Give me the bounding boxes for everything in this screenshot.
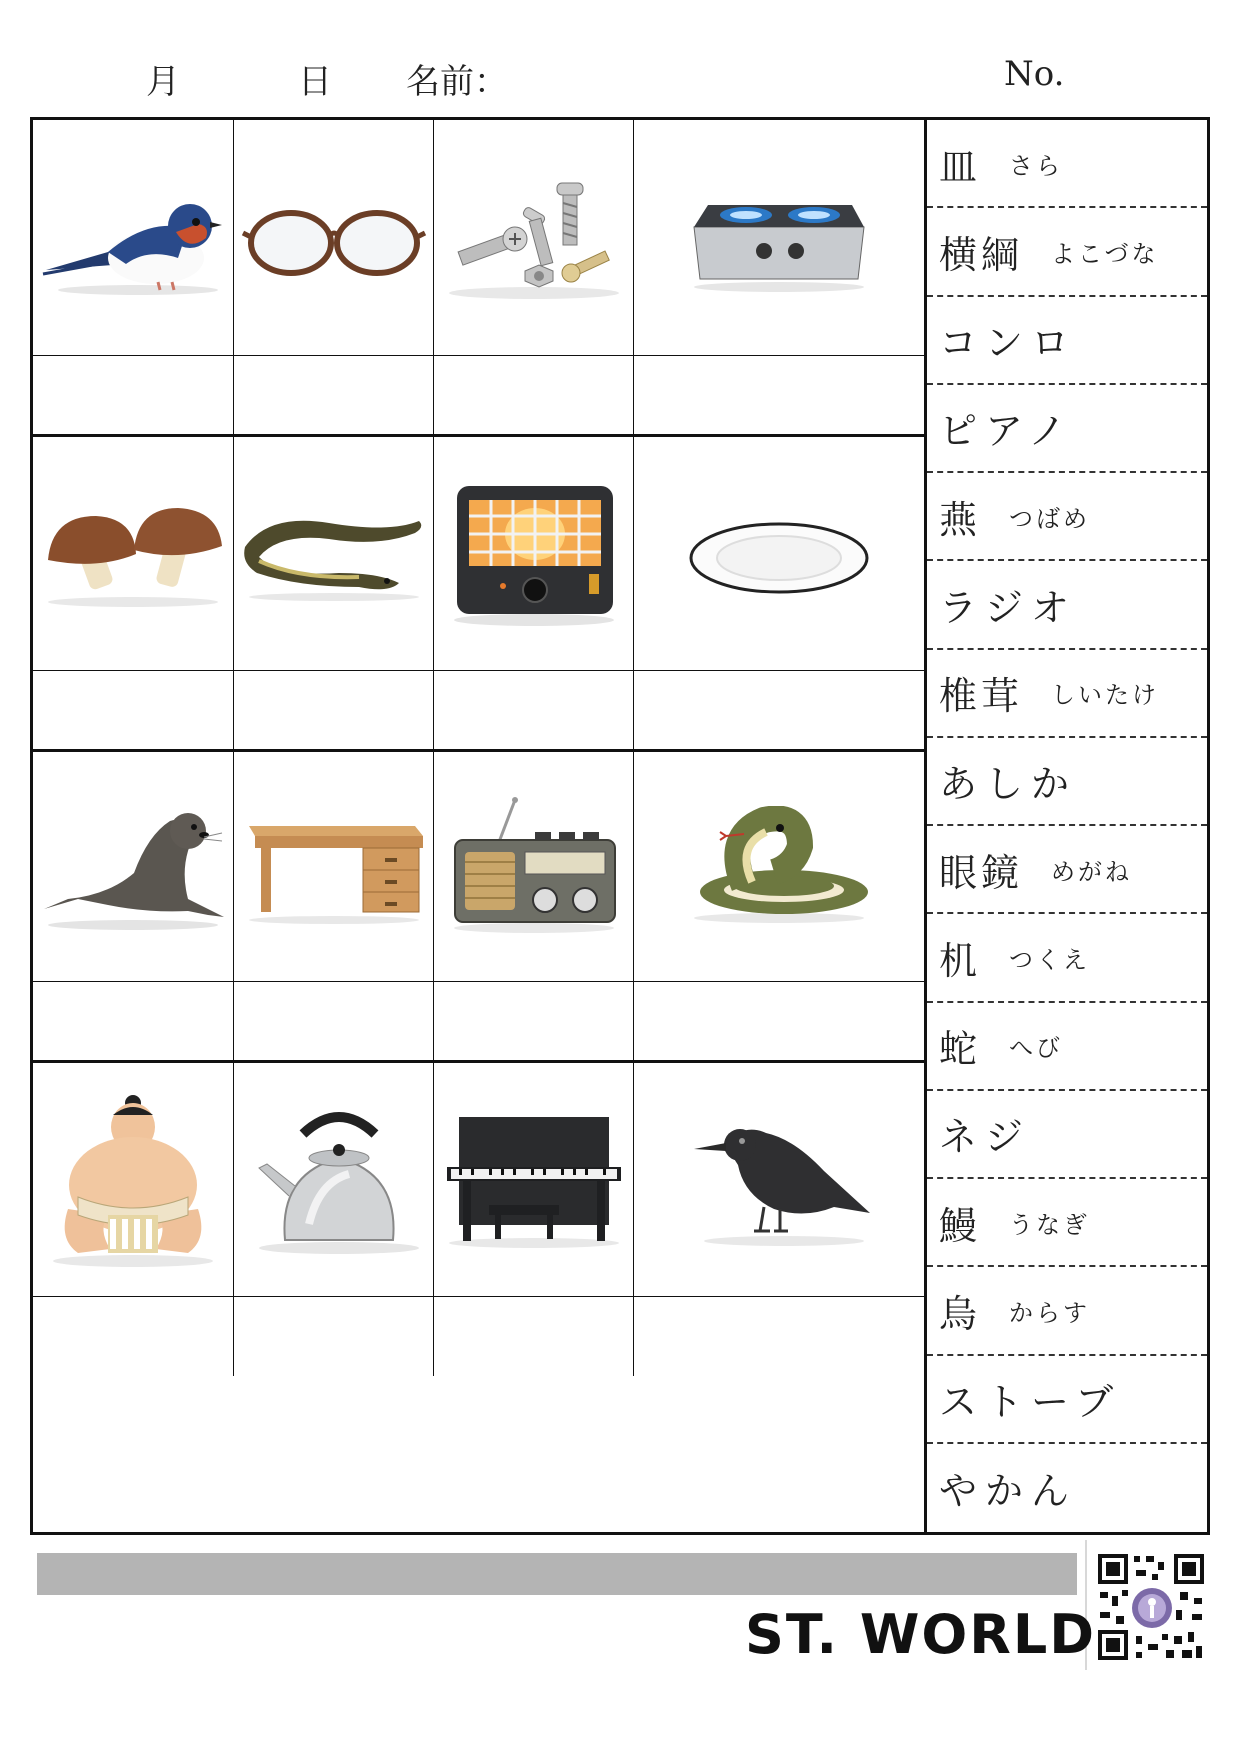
picture-cell <box>434 435 634 671</box>
brand-logo: ST. WORLD <box>745 1603 1097 1666</box>
kettle-icon <box>239 1104 429 1254</box>
word-item <box>927 297 1207 385</box>
radio-icon <box>439 796 629 936</box>
picture-cell <box>33 750 234 982</box>
month-label: 月 <box>146 62 180 102</box>
word-reading: つばめ <box>1009 504 1091 533</box>
answer-cell[interactable] <box>434 1297 634 1376</box>
word-reading: めがね <box>1051 857 1133 886</box>
word-item <box>927 650 1207 738</box>
answer-cell[interactable] <box>434 982 634 1061</box>
swallow-icon <box>38 178 228 298</box>
word-reading: うなぎ <box>1009 1210 1091 1239</box>
crow-icon <box>684 1109 874 1249</box>
answer-cell[interactable] <box>234 982 434 1061</box>
picture-cell <box>234 435 434 671</box>
snake-icon <box>684 806 874 926</box>
word-item <box>927 1179 1207 1267</box>
answer-cell[interactable] <box>434 671 634 750</box>
answer-cell[interactable] <box>234 356 434 435</box>
picture-cell <box>234 750 434 982</box>
day-label: 日 <box>298 62 332 102</box>
answer-cell[interactable] <box>33 671 234 750</box>
kerosene-heater-icon <box>439 478 629 628</box>
word-item <box>927 1444 1207 1532</box>
word-text: 皿 <box>939 144 982 189</box>
word-item <box>927 120 1207 208</box>
word-text: ストーブ <box>939 1380 1122 1425</box>
word-text: 椎茸 <box>939 674 1024 719</box>
answer-cell[interactable] <box>33 1297 234 1376</box>
word-item <box>927 1003 1207 1091</box>
answer-cell[interactable] <box>33 356 234 435</box>
word-text: 烏 <box>939 1291 982 1336</box>
word-text: 蛇 <box>939 1027 982 1072</box>
word-item <box>927 826 1207 914</box>
answer-cell[interactable] <box>634 982 924 1061</box>
desk-icon <box>239 806 429 926</box>
picture-cell <box>634 435 924 671</box>
word-item <box>927 1356 1207 1444</box>
picture-cell <box>33 120 234 356</box>
word-text: あしか <box>939 762 1078 807</box>
answer-cell[interactable] <box>634 1297 924 1376</box>
word-reading: へび <box>1009 1034 1064 1063</box>
answer-cell[interactable] <box>33 982 234 1061</box>
word-reading: しいたけ <box>1051 681 1160 710</box>
word-item <box>927 561 1207 649</box>
word-item <box>927 1267 1207 1355</box>
word-text: 横綱 <box>939 232 1024 277</box>
glasses-icon <box>239 193 429 283</box>
picture-cell <box>434 750 634 982</box>
word-item <box>927 738 1207 826</box>
screws-icon <box>439 173 629 303</box>
word-item <box>927 385 1207 473</box>
footer-bar <box>37 1553 1077 1595</box>
sumo-wrestler-icon <box>38 1089 228 1269</box>
word-reading: からす <box>1009 1298 1091 1327</box>
word-reading: つくえ <box>1009 945 1091 974</box>
picture-cell <box>434 1061 634 1297</box>
picture-cell <box>634 1061 924 1297</box>
word-reading: よこづな <box>1051 239 1159 268</box>
word-text: 燕 <box>939 497 982 542</box>
picture-cell <box>434 120 634 356</box>
word-text: ピアノ <box>939 409 1074 454</box>
piano-icon <box>439 1109 629 1249</box>
word-text: やかん <box>939 1469 1078 1514</box>
word-text: ラジオ <box>939 585 1078 630</box>
qr-code-icon <box>1096 1552 1206 1662</box>
word-text: 机 <box>939 938 982 983</box>
word-text: 鰻 <box>939 1203 982 1248</box>
answer-cell[interactable] <box>634 671 924 750</box>
picture-cell <box>634 750 924 982</box>
answer-cell[interactable] <box>634 356 924 435</box>
word-item <box>927 1091 1207 1179</box>
name-label: 名前： <box>406 62 508 102</box>
picture-cell <box>33 435 234 671</box>
word-list <box>927 117 1210 1535</box>
word-item <box>927 473 1207 561</box>
word-text: コンロ <box>939 321 1078 366</box>
word-item <box>927 914 1207 1002</box>
gas-stove-icon <box>684 183 874 293</box>
mushroom-icon <box>38 498 228 608</box>
seal-icon <box>38 801 228 931</box>
picture-cell <box>234 120 434 356</box>
eel-icon <box>239 503 429 603</box>
word-text: 眼鏡 <box>939 850 1024 895</box>
answer-cell[interactable] <box>434 356 634 435</box>
picture-cell <box>33 1061 234 1297</box>
word-text: ネジ <box>939 1115 1032 1160</box>
answer-cell[interactable] <box>234 1297 434 1376</box>
word-item <box>927 208 1207 296</box>
word-reading: さら <box>1009 151 1064 180</box>
number-label: No. <box>1004 54 1065 94</box>
plate-icon <box>684 508 874 598</box>
picture-cell <box>234 1061 434 1297</box>
picture-grid <box>30 117 927 1535</box>
answer-cell[interactable] <box>234 671 434 750</box>
picture-cell <box>634 120 924 356</box>
